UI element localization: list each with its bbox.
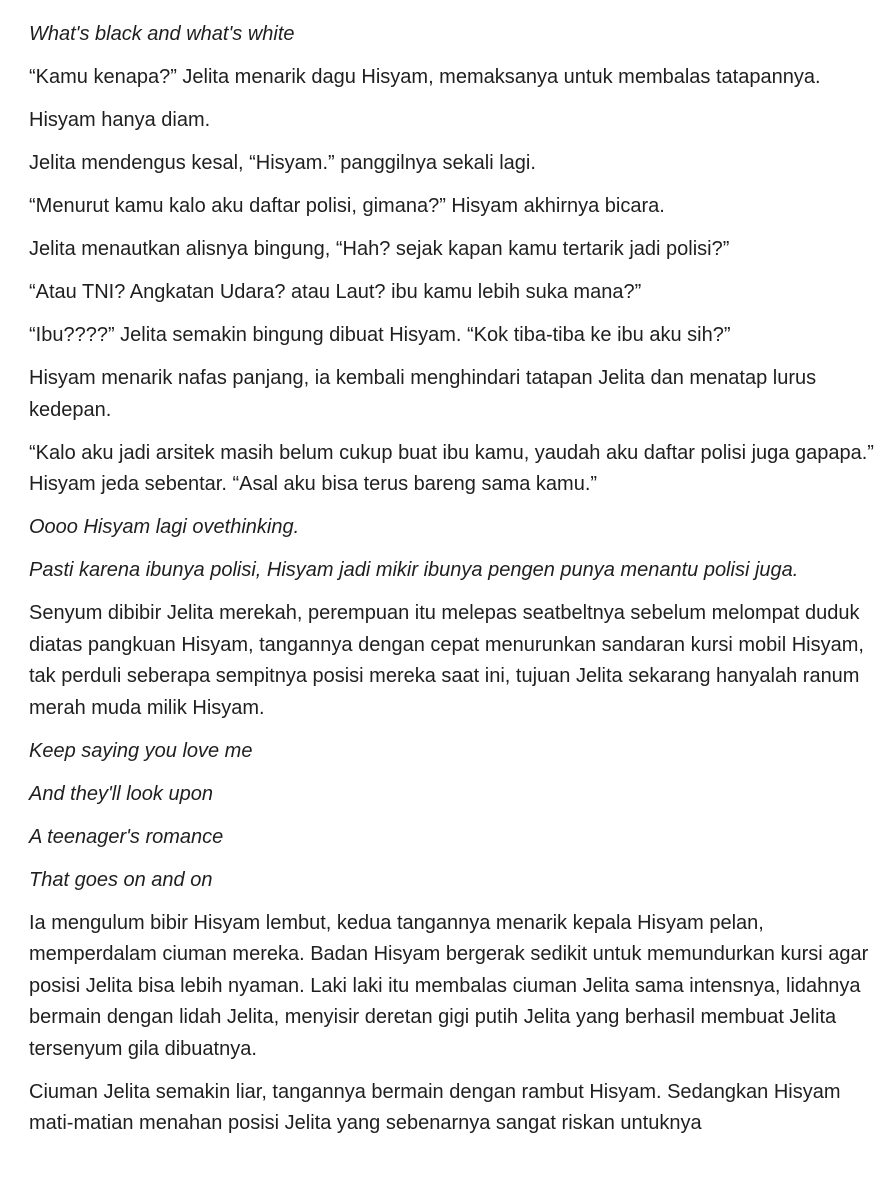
paragraph: Hisyam hanya diam. (29, 109, 211, 131)
inner-thought: Oooo Hisyam lagi ovethinking. (29, 516, 300, 538)
paragraph: “Kalo aku jadi arsitek masih belum cukup buat ibu kamu, yaudah aku daftar polisi juga gapapa.” Hisyam jeda sebentar. “Asal aku bisa terus bareng sama kamu.” (29, 441, 874, 495)
paragraph: Senyum dibibir Jelita merekah, perempuan itu melepas seatbeltnya sebelum melompat duduk diatas pangkuan Hisyam, tangannya dengan cepat menurunkan sandaran kursi mobil Hisyam, tak perduli seberapa sempitnya posisi mereka saat ini, tujuan Jelita sekarang hanyalah ranum merah muda milik Hisyam. (29, 602, 864, 719)
paragraph: “Ibu????” Jelita semakin bingung dibuat Hisyam. “Kok tiba-tiba ke ibu aku sih?” (29, 324, 731, 346)
lyric-line: That goes on and on (29, 868, 213, 891)
paragraph: “Kamu kenapa?” Jelita menarik dagu Hisyam, memaksanya untuk membalas tatapannya. (29, 66, 821, 88)
document-body (29, 19, 879, 1151)
inner-thought: Pasti karena ibunya polisi, Hisyam jadi mikir ibunya pengen punya menantu polisi juga. (29, 559, 799, 581)
paragraph: “Menurut kamu kalo aku daftar polisi, gimana?” Hisyam akhirnya bicara. (29, 195, 665, 217)
lyric-line: What's black and what's white (29, 23, 295, 45)
paragraph: Ia mengulum bibir Hisyam lembut, kedua tangannya menarik kepala Hisyam pelan, memperdalam ciuman mereka. Badan Hisyam bergerak sedikit untuk memundurkan kursi agar posisi Jelita bisa lebih nyaman. Laki laki itu membalas ciuman Jelita sama intensnya, lidahnya bermain dengan lidah Jelita, menyisir deretan gigi putih Jelita yang berhasil membuat Jelita tersenyum gila dibuatnya. (29, 911, 869, 1060)
paragraph: Jelita mendengus kesal, “Hisyam.” panggilnya sekali lagi. (29, 152, 536, 174)
paragraph: Ciuman Jelita semakin liar, tangannya bermain dengan rambut Hisyam. Sedangkan Hisyam mati-matian menahan posisi Jelita yang sebenarnya sangat riskan untuknya (29, 1080, 841, 1134)
lyric-line: Keep saying you love me (29, 739, 253, 762)
paragraph: Hisyam menarik nafas panjang, ia kembali menghindari tatapan Jelita dan menatap lurus kedepan. (29, 367, 817, 421)
lyric-line: A teenager's romance (29, 825, 224, 848)
paragraph: “Atau TNI? Angkatan Udara? atau Laut? ibu kamu lebih suka mana?” (29, 281, 642, 303)
paragraph: Jelita menautkan alisnya bingung, “Hah? sejak kapan kamu tertarik jadi polisi?” (29, 238, 730, 260)
lyric-line: And they'll look upon (29, 782, 213, 805)
